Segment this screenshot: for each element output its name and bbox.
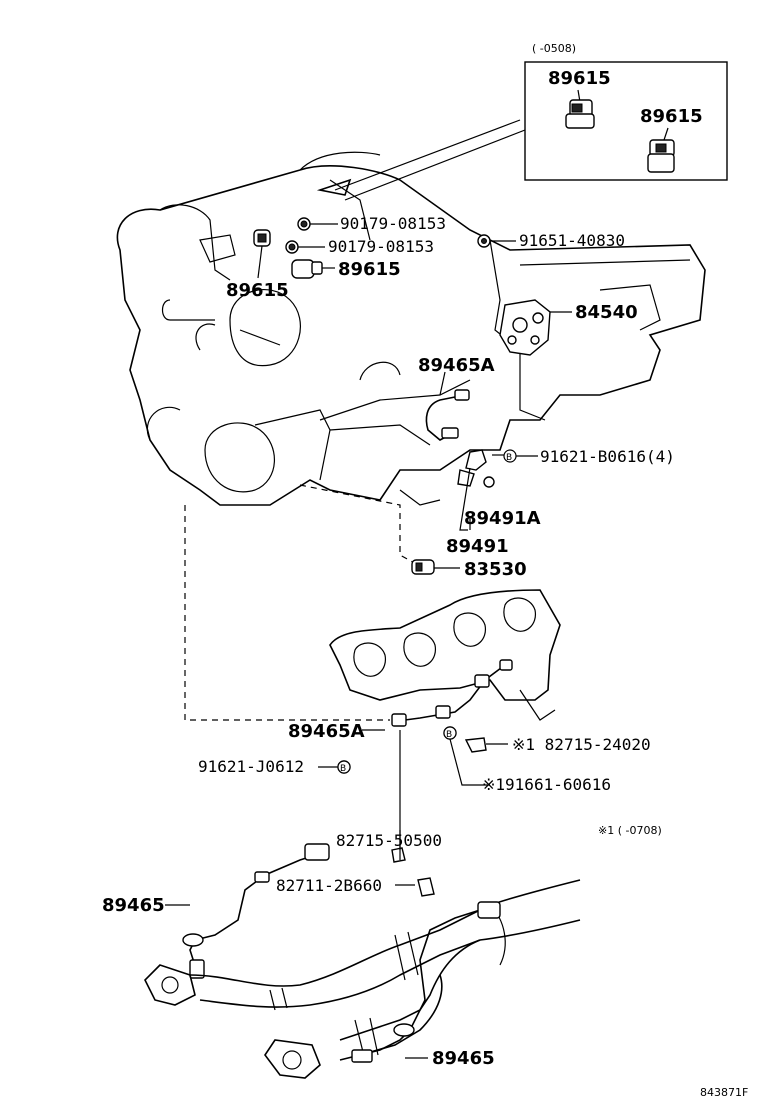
label-89491[interactable]: 89491 bbox=[446, 536, 509, 557]
label-89491A[interactable]: 89491A bbox=[464, 508, 541, 529]
label-90179-08153-a[interactable]: 90179-08153 bbox=[340, 214, 446, 233]
label-91651-40830[interactable]: 91651-40830 bbox=[519, 231, 625, 250]
sensor-icon[interactable] bbox=[292, 260, 322, 278]
sensor-icon[interactable] bbox=[254, 230, 270, 246]
svg-text:B: B bbox=[446, 730, 453, 740]
bracket-part-icon[interactable] bbox=[500, 300, 550, 355]
clamp-icon[interactable] bbox=[392, 848, 405, 862]
oxygen-sensor-icon[interactable] bbox=[183, 844, 329, 978]
sensor-bracket-icon[interactable] bbox=[458, 450, 494, 487]
label-89615-right[interactable]: 89615 bbox=[338, 259, 401, 280]
label-91661-60616[interactable]: ※191661-60616 bbox=[482, 775, 611, 794]
exhaust-manifold bbox=[330, 590, 560, 720]
label-89465A-top[interactable]: 89465A bbox=[418, 355, 495, 376]
label-91621-j0612[interactable]: 91621-J0612 bbox=[198, 757, 304, 776]
label-89465-bottom[interactable]: 89465 bbox=[432, 1048, 495, 1069]
circled-b-marker bbox=[444, 727, 456, 740]
label-90179-08153-b[interactable]: 90179-08153 bbox=[328, 237, 434, 256]
clamp-icon[interactable] bbox=[418, 878, 434, 896]
oxygen-sensor-icon[interactable] bbox=[426, 390, 469, 440]
label-82711-2b660[interactable]: 82711-2B660 bbox=[276, 876, 382, 895]
gasket-icon[interactable] bbox=[286, 241, 298, 253]
label-82715-24020[interactable]: ※1 82715-24020 bbox=[512, 735, 651, 754]
inset-part-label-a[interactable]: 89615 bbox=[548, 68, 611, 89]
svg-text:B: B bbox=[506, 453, 513, 463]
circled-b-marker bbox=[504, 450, 516, 463]
sensor-icon[interactable] bbox=[648, 140, 674, 172]
inset-part-label-b[interactable]: 89615 bbox=[640, 106, 703, 127]
switch-icon[interactable] bbox=[412, 560, 434, 574]
label-89465-left[interactable]: 89465 bbox=[102, 895, 165, 916]
sensor-icon[interactable] bbox=[566, 100, 594, 128]
label-83530[interactable]: 83530 bbox=[464, 559, 527, 580]
svg-text:B: B bbox=[340, 764, 347, 774]
label-89615-left[interactable]: 89615 bbox=[226, 280, 289, 301]
label-84540[interactable]: 84540 bbox=[575, 302, 638, 323]
label-91621-b0616[interactable]: 91621-B0616(4) bbox=[540, 447, 675, 466]
exhaust-pipe bbox=[145, 880, 580, 1078]
gasket-icon[interactable] bbox=[298, 218, 310, 230]
inset-panel bbox=[525, 42, 727, 180]
label-82715-50500[interactable]: 82715-50500 bbox=[336, 831, 442, 850]
footnote: ※1 ( -0708) bbox=[598, 824, 662, 837]
diagram-id: 843871F bbox=[700, 1086, 749, 1099]
inset-header: ( -0508) bbox=[532, 42, 577, 55]
gasket-icon[interactable] bbox=[478, 235, 490, 247]
label-89465A-mid[interactable]: 89465A bbox=[288, 721, 365, 742]
circled-b-marker bbox=[338, 761, 350, 774]
clamp-icon[interactable] bbox=[466, 738, 486, 752]
